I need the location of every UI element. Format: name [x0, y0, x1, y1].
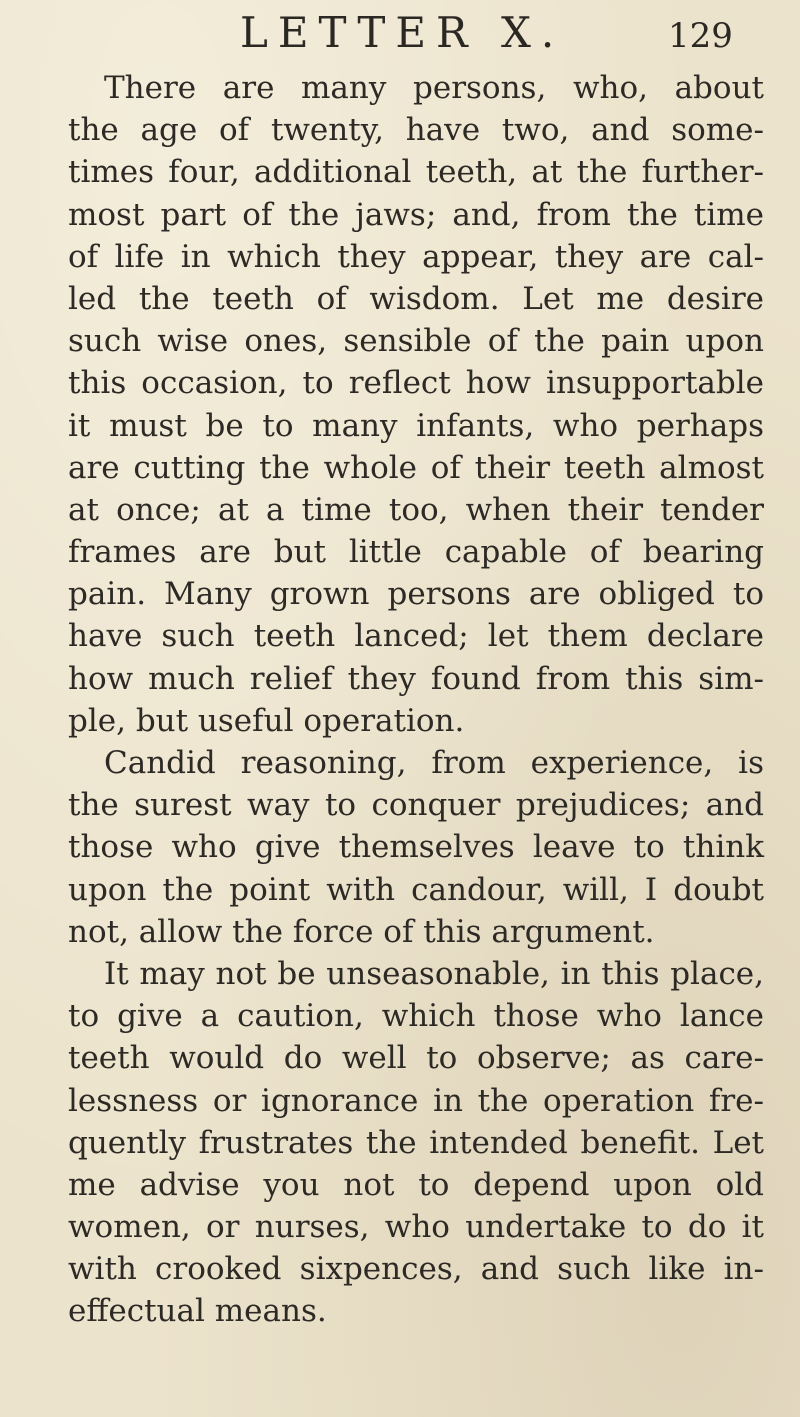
text-line: this occasion, to reflect how insupportable: [68, 365, 764, 402]
text-line: are cutting the whole of their teeth almost: [68, 449, 764, 486]
text-line: with crooked sixpences, and such like in-: [68, 1251, 764, 1288]
text-line: those who give themselves leave to think: [68, 829, 764, 866]
text-line: pain. Many grown persons are obliged to: [68, 576, 764, 613]
text-line: me advise you not to depend upon old: [68, 1166, 764, 1203]
paragraph-2: [68, 742, 764, 953]
text-line: lessness or ignorance in the operation fre-: [68, 1082, 764, 1119]
paragraph-3: [68, 953, 764, 1333]
text-line: led the teeth of wisdom. Let me desire: [68, 280, 764, 317]
text-line: the age of twenty, have two, and some-: [68, 112, 764, 149]
text-line: to give a caution, which those who lance: [68, 998, 764, 1035]
text-line: times four, additional teeth, at the further-: [68, 154, 764, 191]
page-number: 129: [668, 16, 733, 56]
text-line: the surest way to conquer prejudices; and: [68, 787, 764, 824]
text-line: Candid reasoning, from experience, is: [104, 745, 764, 781]
running-head: [0, 8, 800, 68]
text-line: effectual means.: [68, 1293, 327, 1330]
text-line: not, allow the force of this argument.: [68, 913, 655, 950]
text-line: frames are but little capable of bearing: [68, 534, 764, 571]
paragraph-1: [68, 67, 764, 742]
text-line: women, or nurses, who undertake to do it: [68, 1209, 764, 1246]
text-line: teeth would do well to observe; as care-: [68, 1040, 764, 1077]
chapter-heading: LETTER X.: [240, 8, 565, 57]
text-line: of life in which they appear, they are cal-: [68, 238, 764, 275]
text-line: it must be to many infants, who perhaps: [68, 407, 764, 444]
body-text: [68, 67, 764, 1333]
text-line: There are many persons, who, about: [104, 70, 764, 106]
text-line: have such teeth lanced; let them declare: [68, 618, 764, 655]
text-line: quently frustrates the intended benefit. Let: [68, 1124, 764, 1161]
text-line: It may not be unseasonable, in this place,: [104, 955, 764, 992]
text-line: ple, but useful operation.: [68, 702, 465, 739]
text-line: how much relief they found from this sim-: [68, 660, 764, 697]
text-line: upon the point with candour, will, I doubt: [68, 871, 764, 908]
text-line: most part of the jaws; and, from the time: [68, 196, 764, 233]
text-line: such wise ones, sensible of the pain upon: [68, 323, 764, 360]
text-line: at once; at a time too, when their tender: [68, 491, 764, 528]
